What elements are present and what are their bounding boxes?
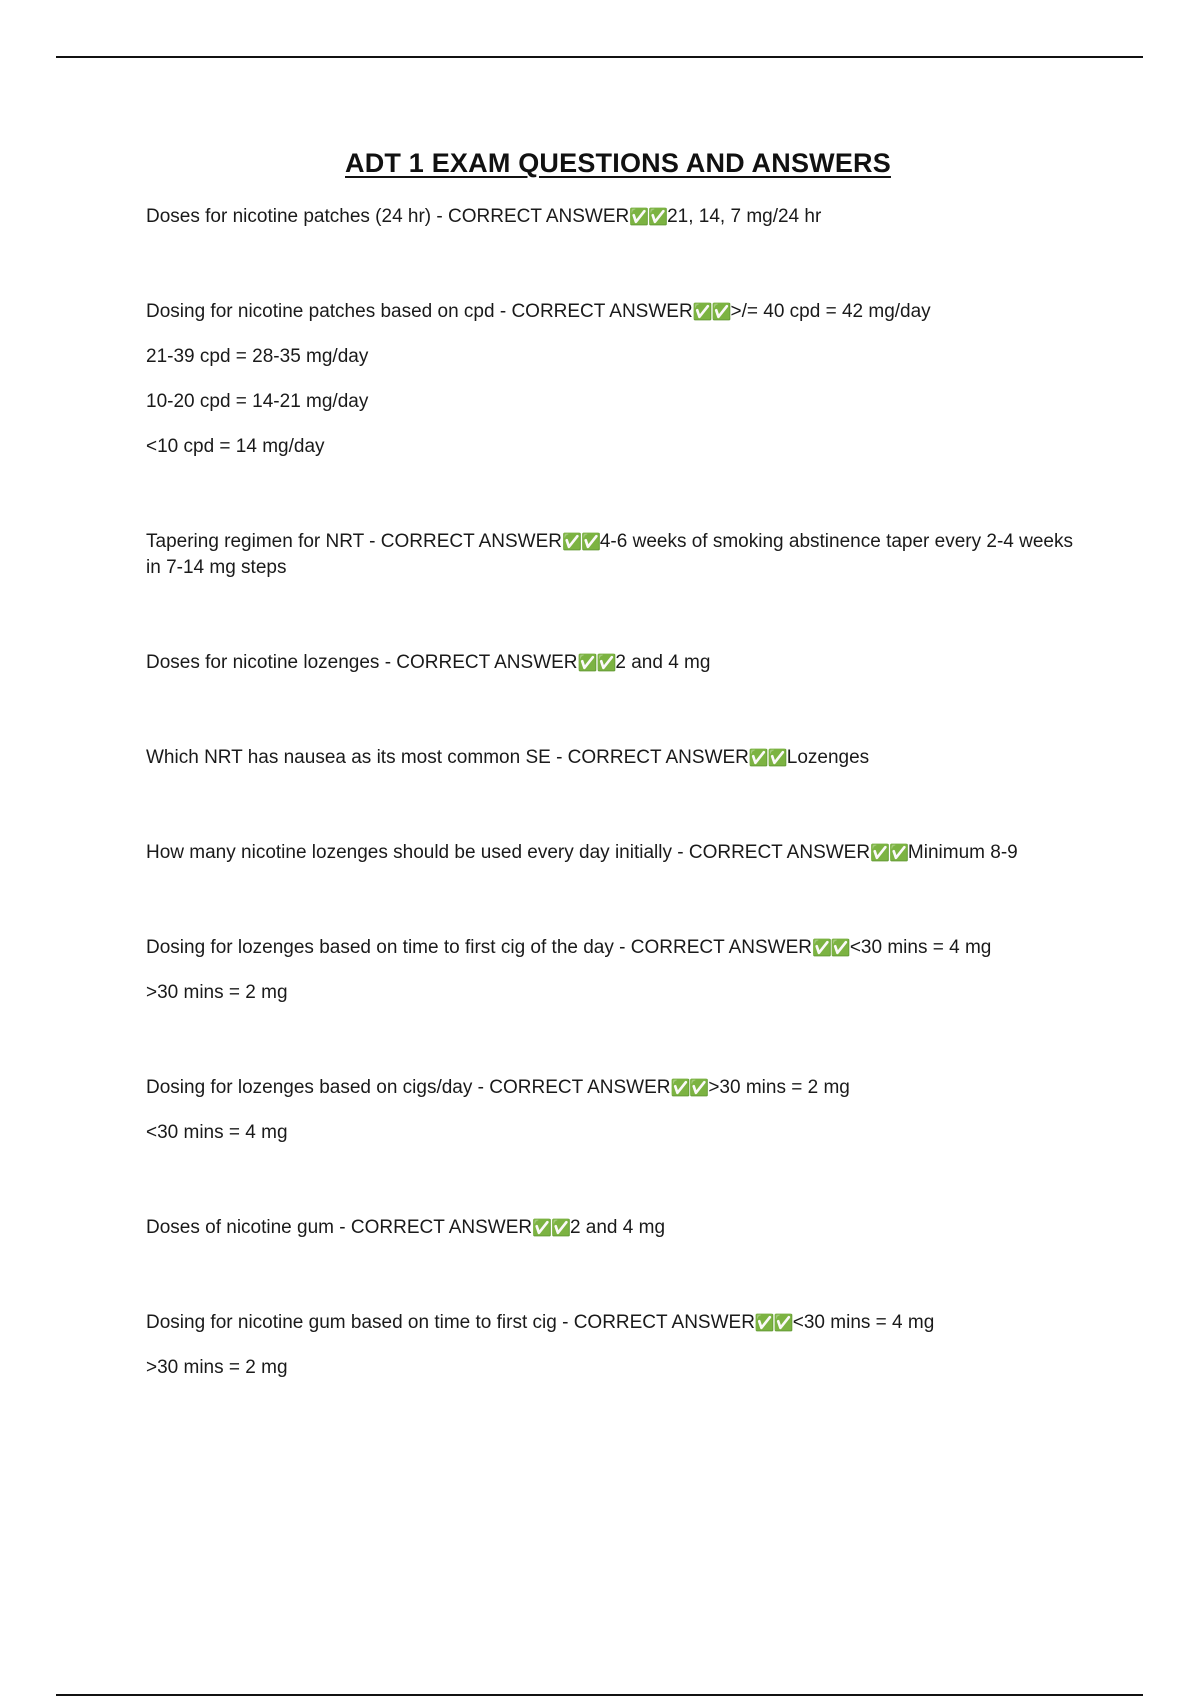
qa-item (146, 529, 1079, 581)
question-text: Dosing for lozenges based on cigs/day - CORRECT ANSWER (146, 1077, 671, 1098)
question-text: Doses for nicotine patches (24 hr) - CORRECT ANSWER (146, 206, 630, 227)
qa-item (146, 299, 1076, 460)
answer-continuation-line: 21-39 cpd = 28-35 mg/day (146, 346, 369, 367)
answer-text: Lozenges (786, 747, 870, 768)
header-rule (56, 56, 1143, 58)
answer-text: 21, 14, 7 mg/24 hr (667, 206, 822, 227)
double-check-icon: ✅✅ (748, 748, 787, 767)
double-check-icon: ✅✅ (811, 938, 850, 957)
answer-text: <30 mins = 4 mg (792, 1312, 935, 1333)
question-text: Doses for nicotine lozenges - CORRECT ANSWER (146, 652, 578, 673)
qa-item (146, 1310, 1076, 1381)
answer-text: >30 mins = 2 mg (708, 1077, 850, 1098)
answer-text: 4-6 weeks of smoking abstinence taper every 2-4 weeks in 7-14 mg steps (146, 531, 1079, 578)
double-check-icon: ✅✅ (670, 1078, 709, 1097)
question-text: Dosing for lozenges based on time to first cig of the day - CORRECT ANSWER (146, 937, 812, 958)
qa-item (146, 204, 1076, 230)
answer-continuation-line: <30 mins = 4 mg (146, 1122, 288, 1143)
double-check-icon: ✅✅ (870, 843, 908, 862)
qa-question-line (146, 840, 1076, 866)
double-check-icon: ✅✅ (629, 207, 668, 226)
qa-question-line (146, 529, 1079, 581)
double-check-icon: ✅✅ (532, 1218, 570, 1237)
qa-item (146, 745, 1076, 771)
question-text: Doses of nicotine gum - CORRECT ANSWER (146, 1217, 533, 1238)
double-check-icon: ✅✅ (754, 1313, 793, 1332)
qa-question-line (146, 935, 1076, 961)
qa-question-line (146, 1075, 1076, 1101)
qa-item (146, 650, 1076, 676)
answer-continuation-line: 10-20 cpd = 14-21 mg/day (146, 391, 369, 412)
double-check-icon: ✅✅ (577, 653, 616, 672)
qa-question-line (146, 745, 1076, 771)
answer-text: 2 and 4 mg (569, 1217, 666, 1238)
answer-text: >/= 40 cpd = 42 mg/day (730, 301, 931, 322)
qa-item (146, 935, 1076, 1006)
question-text: How many nicotine lozenges should be used every day initially - CORRECT ANSWER (146, 842, 871, 863)
answer-text: Minimum 8-9 (907, 842, 1018, 863)
answer-text: 2 and 4 mg (615, 652, 711, 673)
qa-list (146, 204, 1079, 1450)
double-check-icon: ✅✅ (692, 302, 731, 321)
qa-item (146, 1075, 1076, 1146)
qa-question-line (146, 1310, 1076, 1336)
answer-continuation-line: >30 mins = 2 mg (146, 982, 288, 1003)
document-title: ADT 1 EXAM QUESTIONS AND ANSWERS (345, 148, 891, 178)
qa-item (146, 1215, 1076, 1241)
question-text: Which NRT has nausea as its most common SE - CORRECT ANSWER (146, 747, 749, 768)
question-text: Dosing for nicotine gum based on time to first cig - CORRECT ANSWER (146, 1312, 755, 1333)
qa-question-line (146, 299, 1076, 325)
answer-text: <30 mins = 4 mg (849, 937, 992, 958)
question-text: Tapering regimen for NRT - CORRECT ANSWER (146, 531, 563, 552)
answer-continuation-line: >30 mins = 2 mg (146, 1357, 288, 1378)
double-check-icon: ✅✅ (562, 532, 600, 551)
qa-question-line (146, 650, 1076, 676)
qa-question-line (146, 204, 1076, 230)
question-text: Dosing for nicotine patches based on cpd - CORRECT ANSWER (146, 301, 693, 322)
answer-continuation-line: <10 cpd = 14 mg/day (146, 436, 325, 457)
footer-rule (56, 1694, 1143, 1696)
qa-question-line (146, 1215, 1076, 1241)
qa-item (146, 840, 1076, 866)
